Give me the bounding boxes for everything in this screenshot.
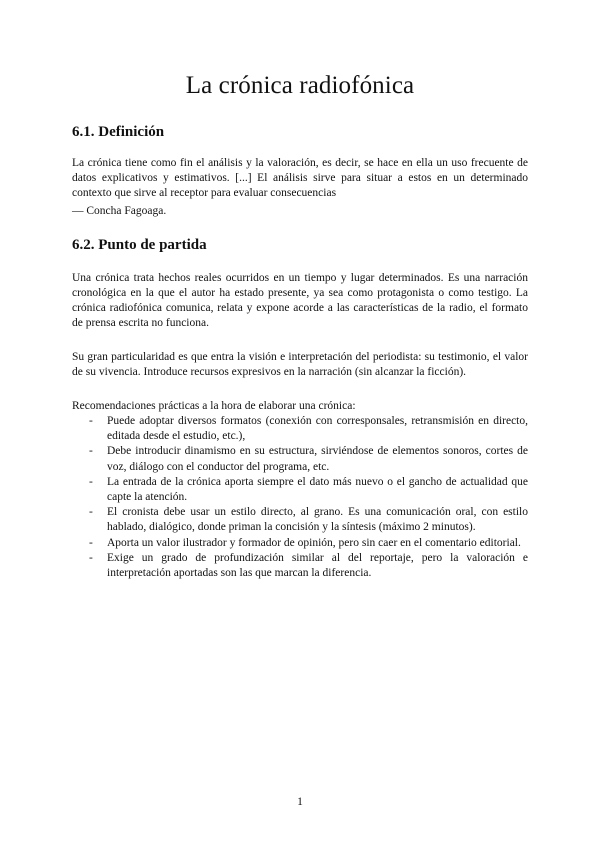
list-item-text: La entrada de la crónica aporta siempre el dato más nuevo o el gancho de actualidad que capte la atención. xyxy=(107,475,528,504)
list-dash: - xyxy=(89,536,93,549)
section-heading-punto-de-partida: 6.2. Punto de partida xyxy=(72,237,207,253)
list-item xyxy=(72,551,528,581)
section-heading-definicion: 6.1. Definición xyxy=(72,124,165,140)
definition-paragraph: La crónica tiene como fin el análisis y la valoración, es decir, se hace en ella un uso frecuente de datos explicativos y estimativos. [...] El análisis sirve para situar a estos en un determinado contexto que sirve al receptor para evaluar consecuencias xyxy=(72,157,528,199)
list-item-text: Aporta un valor ilustrador y formador de opinión, pero sin caer en el comentario editorial. xyxy=(107,536,521,549)
list-dash: - xyxy=(89,475,93,488)
paragraph-cronica-hechos: Una crónica trata hechos reales ocurridos en un tiempo y lugar determinados. Es una narración cronológica en la que el autor ha estado presente, ya sea como protagonista o como testigo. La crónica radiofónica comunica, relata y expone acorde a las características de la radio, el formato de prensa escrita no funciona. xyxy=(72,272,528,329)
paragraph-particularidad: Su gran particularidad es que entra la visión e interpretación del periodista: su testimonio, el valor de su vivencia. Introduce recursos expresivos en la narración (sin alcanzar la ficción). xyxy=(72,351,528,378)
list-item xyxy=(72,536,528,551)
list-item-text: El cronista debe usar un estilo directo, al grano. Es una comunicación oral, con estilo hablado, dialógico, donde priman la concisión y la síntesis (máximo 2 minutos). xyxy=(107,506,528,534)
list-dash: - xyxy=(89,415,93,427)
list-dash: - xyxy=(89,506,93,519)
list-item-text: Puede adoptar diversos formatos (conexión con corresponsales, retransmisión en directo, editada desde el estudio, etc.), xyxy=(107,415,528,443)
list-dash: - xyxy=(89,445,93,458)
list-item xyxy=(72,444,528,474)
list-item-text: Debe introducir dinamismo en su estructura, sirviéndose de elementos sonoros, cortes de voz, diálogo con el conductor del programa, etc. xyxy=(107,445,528,473)
list-item xyxy=(72,414,528,444)
recommendations-list xyxy=(72,414,528,581)
page-number: 1 xyxy=(297,796,303,808)
list-dash: - xyxy=(89,551,93,564)
paragraph-recomendaciones-intro: Recomendaciones prácticas a la hora de elaborar una crónica: xyxy=(72,400,356,412)
list-item xyxy=(72,475,528,505)
definition-attribution: — Concha Fagoaga. xyxy=(72,205,167,217)
page-title: La crónica radiofónica xyxy=(185,72,415,99)
list-item xyxy=(72,505,528,535)
list-item-text: Exige un grado de profundización similar al del reportaje, pero la valoración e interpretación aportadas son las que marcan la diferencia. xyxy=(107,551,528,580)
